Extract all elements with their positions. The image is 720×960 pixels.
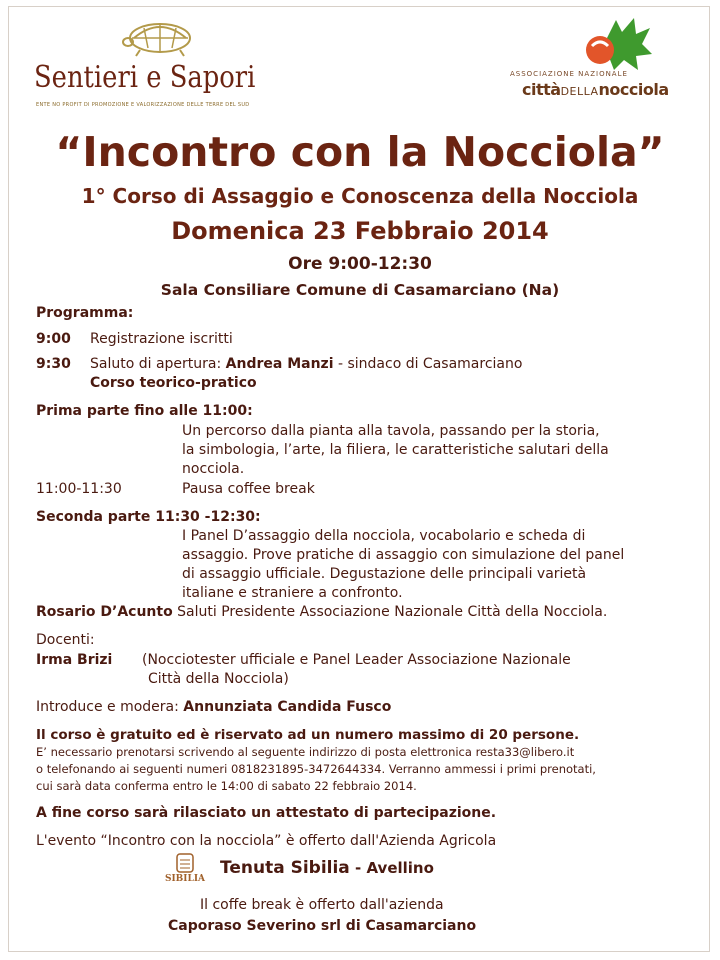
- course-type: Corso teorico-pratico: [90, 375, 257, 391]
- part2-heading: Seconda parte 11:30 -12:30:: [36, 509, 261, 525]
- part1-heading: Prima parte fino alle 11:00:: [36, 403, 253, 419]
- left-logo-name: Sentieri e Sapori: [34, 60, 256, 95]
- sponsor-place: - Avellino: [349, 859, 434, 877]
- event-venue: Sala Consiliare Comune di Casamarciano (Na): [160, 281, 560, 299]
- hazelnut-leaf-icon: [564, 14, 654, 74]
- event-title: “Incontro con la Nocciola”: [55, 128, 665, 176]
- program-item1-text: Registrazione iscritti: [90, 331, 233, 347]
- wordmark-della: DELLA: [560, 85, 599, 98]
- teacher-desc-line2: Città della Nocciola): [148, 671, 289, 687]
- registration-bold: Il corso è gratuito ed è riservato ad un numero massimo di 20 persone.: [36, 727, 580, 743]
- break-time: 11:00-11:30: [36, 481, 122, 497]
- moderator-name: Annunziata Candida Fusco: [183, 699, 392, 715]
- program-item2-name: Andrea Manzi: [225, 356, 334, 372]
- program-item2-line: [90, 356, 522, 372]
- registration-line2: o telefonando ai seguenti numeri 0818231895-3472644334. Verranno ammessi i primi prenotati,: [36, 762, 596, 776]
- coffee-line: Il coffe break è offerto dall'azienda: [200, 897, 444, 913]
- event-date: Domenica 23 Febbraio 2014: [171, 217, 549, 245]
- part2-line1: I Panel D’assaggio della nocciola, vocabolario e scheda di: [182, 528, 586, 544]
- greeting-text: Saluti Presidente Associazione Nazionale Città della Nocciola.: [172, 604, 608, 620]
- part2-line4: italiane e straniere a confronto.: [182, 585, 403, 601]
- sibilia-emblem-icon: [160, 852, 210, 876]
- event-subtitle: 1° Corso di Assaggio e Conoscenza della Nocciola: [81, 184, 639, 208]
- part2-line3: di assaggio ufficiale. Degustazione delle principali varietà: [182, 566, 587, 582]
- coffee-company: Caporaso Severino srl di Casamarciano: [168, 918, 477, 934]
- teacher-name: Irma Brizi: [36, 652, 113, 668]
- program-item2-text-b: - sindaco di Casamarciano: [333, 356, 523, 372]
- sentieri-e-sapori-logo: [30, 14, 290, 109]
- part2-line2: assaggio. Prove pratiche di assaggio con simulazione del panel: [182, 547, 625, 563]
- turtle-icon: [120, 14, 200, 58]
- registration-line1: E’ necessario prenotarsi scrivendo al seguente indirizzo di posta elettronica resta33@libero.it: [36, 745, 575, 759]
- program-item2-time: 9:30: [36, 356, 71, 372]
- greeting-line: [36, 604, 607, 620]
- teachers-heading: Docenti:: [36, 632, 95, 648]
- moderator-line: [36, 699, 391, 715]
- program-item1-time: 9:00: [36, 331, 71, 347]
- event-hours: Ore 9:00-12:30: [288, 254, 432, 274]
- right-logo-wordmark: [522, 80, 669, 99]
- program-heading: Programma:: [36, 305, 134, 321]
- teacher-desc-line1: (Nocciotester ufficiale e Panel Leader Associazione Nazionale: [142, 652, 571, 668]
- right-logo-association: ASSOCIAZIONE NAZIONALE: [510, 70, 628, 78]
- greeting-name: Rosario D’Acunto: [36, 604, 173, 620]
- wordmark-nocciola: nocciola: [598, 80, 669, 99]
- citta-della-nocciola-logo: [500, 14, 690, 104]
- sibilia-logo: [160, 852, 210, 888]
- sponsor-name-line: [220, 858, 434, 878]
- part1-line1: Un percorso dalla pianta alla tavola, passando per la storia,: [182, 423, 600, 439]
- wordmark-citta: città: [522, 80, 561, 99]
- sibilia-logo-text: SIBILIA: [164, 874, 206, 884]
- sponsor-line: L'evento “Incontro con la nocciola” è offerto dall'Azienda Agricola: [36, 833, 497, 849]
- registration-line3: cui sarà data conferma entro le 14:00 di sabato 22 febbraio 2014.: [36, 779, 417, 793]
- left-logo-tagline: ENTE NO PROFIT DI PROMOZIONE E VALORIZZAZIONE DELLE TERRE DEL SUD: [36, 102, 250, 108]
- certificate-line: A fine corso sarà rilasciato un attestato di partecipazione.: [36, 805, 497, 821]
- part1-line3: nocciola.: [182, 461, 245, 477]
- sponsor-name: Tenuta Sibilia: [220, 858, 350, 878]
- break-text: Pausa coffee break: [182, 481, 315, 497]
- program-item2-text-a: Saluto di apertura:: [90, 356, 226, 372]
- moderator-label: Introduce e modera:: [36, 699, 184, 715]
- part1-line2: la simbologia, l’arte, la filiera, le caratteristiche salutari della: [182, 442, 609, 458]
